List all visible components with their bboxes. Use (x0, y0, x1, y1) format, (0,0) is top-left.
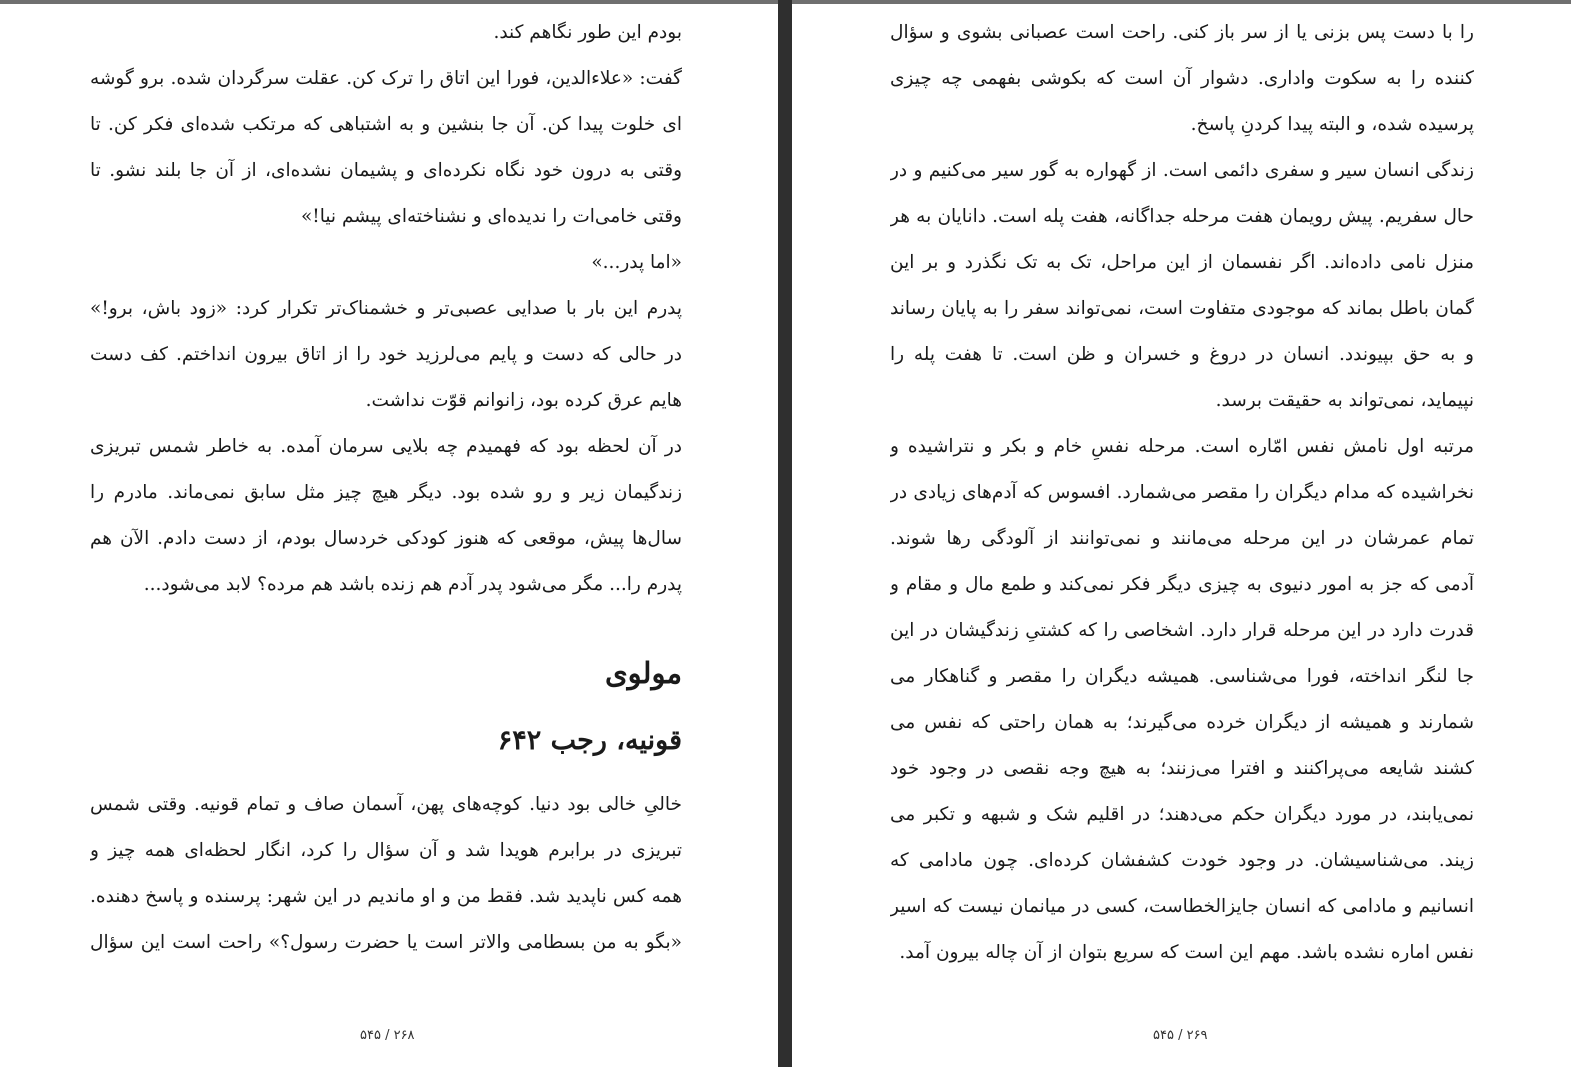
text-line: زندگیمان زیر و رو شده بود. دیگر هیچ چیز مثل سابق نمی‌ماند. مادرم را (90, 482, 682, 503)
text-line: آدمی که جز به امور دنیوی به چیزی دیگر فکر نمی‌کند و طمع مال و مقام و (890, 574, 1474, 595)
left-page-text (90, 10, 682, 966)
text-line: حال سفریم. پیش رویمان هفت مرحله جداگانه، هفت پله است. دانایان به هر (890, 206, 1474, 227)
chapter-heading: مولوی (604, 656, 682, 690)
page-number-right: ۵۴۵ / ۲۶۹ (1153, 1028, 1208, 1043)
text-line: گمان باطل بماند که موجودی متفاوت است، نمی‌تواند سفر را به پایان رساند (890, 298, 1474, 319)
text-line: در آن لحظه بود که فهمیدم چه بلایی سرمان آمده. به خاطر شمس تبریزی (90, 436, 682, 457)
text-line: بودم این طور نگاهم کند. (493, 22, 682, 43)
text-line: و به حق بپیوندد. انسان در دروغ و خسران و ظن است. تا هفت پله را (890, 344, 1474, 365)
text-line: تمام عمرشان در این مرحله می‌مانند و نمی‌توانند از آلودگی رها شوند. (890, 528, 1474, 549)
text-line: کننده را به سکوت واداری. دشوار آن است که بکوشی بفهمی چه چیزی (890, 68, 1474, 89)
text-line: نمی‌یابند، در مورد دیگران حکم می‌دهند؛ در اقلیم شک و شبهه و تکبر می (890, 804, 1474, 825)
text-line: جا لنگر انداخته، فورا می‌شناسی. همیشه دیگران را مقصر و گناهکار می (890, 666, 1474, 687)
text-line: وقتی خامی‌ات را ندیده‌ای و نشناخته‌ای پیشم نیا!» (300, 206, 682, 227)
text-line: کشند شایعه می‌پراکنند و افترا می‌زنند؛ به هیچ وجه نقصی در وجود خود (890, 758, 1474, 779)
text-line: گفت: «علاءالدین، فورا این اتاق را ترک کن. عقلت سرگردان شده. برو گوشه (90, 68, 682, 89)
text-line: «اما پدر...» (591, 252, 682, 273)
text-line: نخراشیده که مدام دیگران را مقصر می‌شمارد. افسوس که آدم‌های زیادی در (890, 482, 1474, 503)
right-page-text (890, 10, 1474, 976)
text-line: پدرم را... مگر می‌شود پدر آدم هم زنده باشد هم مرده؟ لابد می‌شود... (143, 574, 682, 595)
text-line: پرسیده شده، و البته پیدا کردنِ پاسخ. (1190, 114, 1474, 135)
text-line: سال‌ها پیش، موقعی که هنوز کودکی خردسال بودم، از دست دادم. الآن هم (90, 528, 682, 549)
page-number-left: ۵۴۵ / ۲۶۸ (360, 1028, 415, 1043)
text-line: پدرم این بار با صدایی عصبی‌تر و خشمناک‌تر تکرار کرد: «زود باش، برو!» (90, 298, 682, 319)
text-line: ای خلوت پیدا کن. آن جا بنشین و به اشتباهی که مرتکب شده‌ای فکر کن. تا (90, 114, 682, 135)
text-line: منزل نامی داده‌اند. اگر نفسمان از این مراحل، تک به تک نگذرد و بر این (890, 252, 1474, 273)
text-line: قدرت دارد در این مرحله قرار دارد. اشخاصی را که کشتیِ زندگیشان در این (890, 620, 1474, 641)
text-line: «بگو به من بسطامی والاتر است یا حضرت رسول؟» راحت است این سؤال (90, 932, 682, 953)
text-line: همه کس ناپدید شد. فقط من و او ماندیم در این شهر: پرسنده و پاسخ دهنده. (90, 886, 682, 907)
right-page (890, 0, 1474, 1067)
chapter-subheading: قونیه، رجب ۶۴۲ (497, 725, 682, 756)
text-line: تبریزی در برابرم هویدا شد و آن سؤال را کرد، انگار لحظه‌ای همه چیز و (90, 840, 682, 861)
text-line: شمارند و همیشه از دیگران خرده می‌گیرند؛ به همان راحتی که نفس می (890, 712, 1474, 733)
text-line: هایم عرق کرده بود، زانوانم قوّت نداشت. (365, 390, 682, 411)
left-page (90, 0, 682, 1067)
text-line: نپیماید، نمی‌تواند به حقیقت برسد. (1215, 390, 1474, 411)
text-line: مرتبه اول نامش نفس امّاره است. مرحله نفسِ خام و بکر و نتراشیده و (890, 436, 1474, 457)
text-line: وقتی به درون خود نگاه نکرده‌ای و پشیمان نشده‌ای، از آن جا بلند نشو. تا (90, 160, 682, 181)
text-line: خالیِ خالی بود دنیا. کوچه‌های پهن، آسمان صاف و تمام قونیه. وقتی شمس (90, 794, 682, 815)
text-line: در حالی که دست و پایم می‌لرزید خود را از اتاق بیرون انداختم. کف دست (90, 344, 682, 365)
text-line: زیند. می‌شناسیشان. در وجود خودت کشفشان کرده‌ای. چون مادامی که (890, 850, 1474, 871)
text-line: نفس اماره نشده باشد. مهم این است که سریع بتوان از آن چاله بیرون آمد. (899, 942, 1474, 963)
text-line: را با دست پس بزنی یا از سر باز کنی. راحت است عصبانی بشوی و سؤال (890, 22, 1474, 43)
right-margin (1571, 0, 1591, 1067)
text-line: انسانیم و مادامی که انسان جایزالخطاست، کسی در میانمان نیست که اسیر (890, 896, 1474, 917)
text-line: زندگی انسان سیر و سفری دائمی است. از گهواره به گور سیر می‌کنیم و در (890, 160, 1474, 181)
page-divider (778, 0, 792, 1067)
